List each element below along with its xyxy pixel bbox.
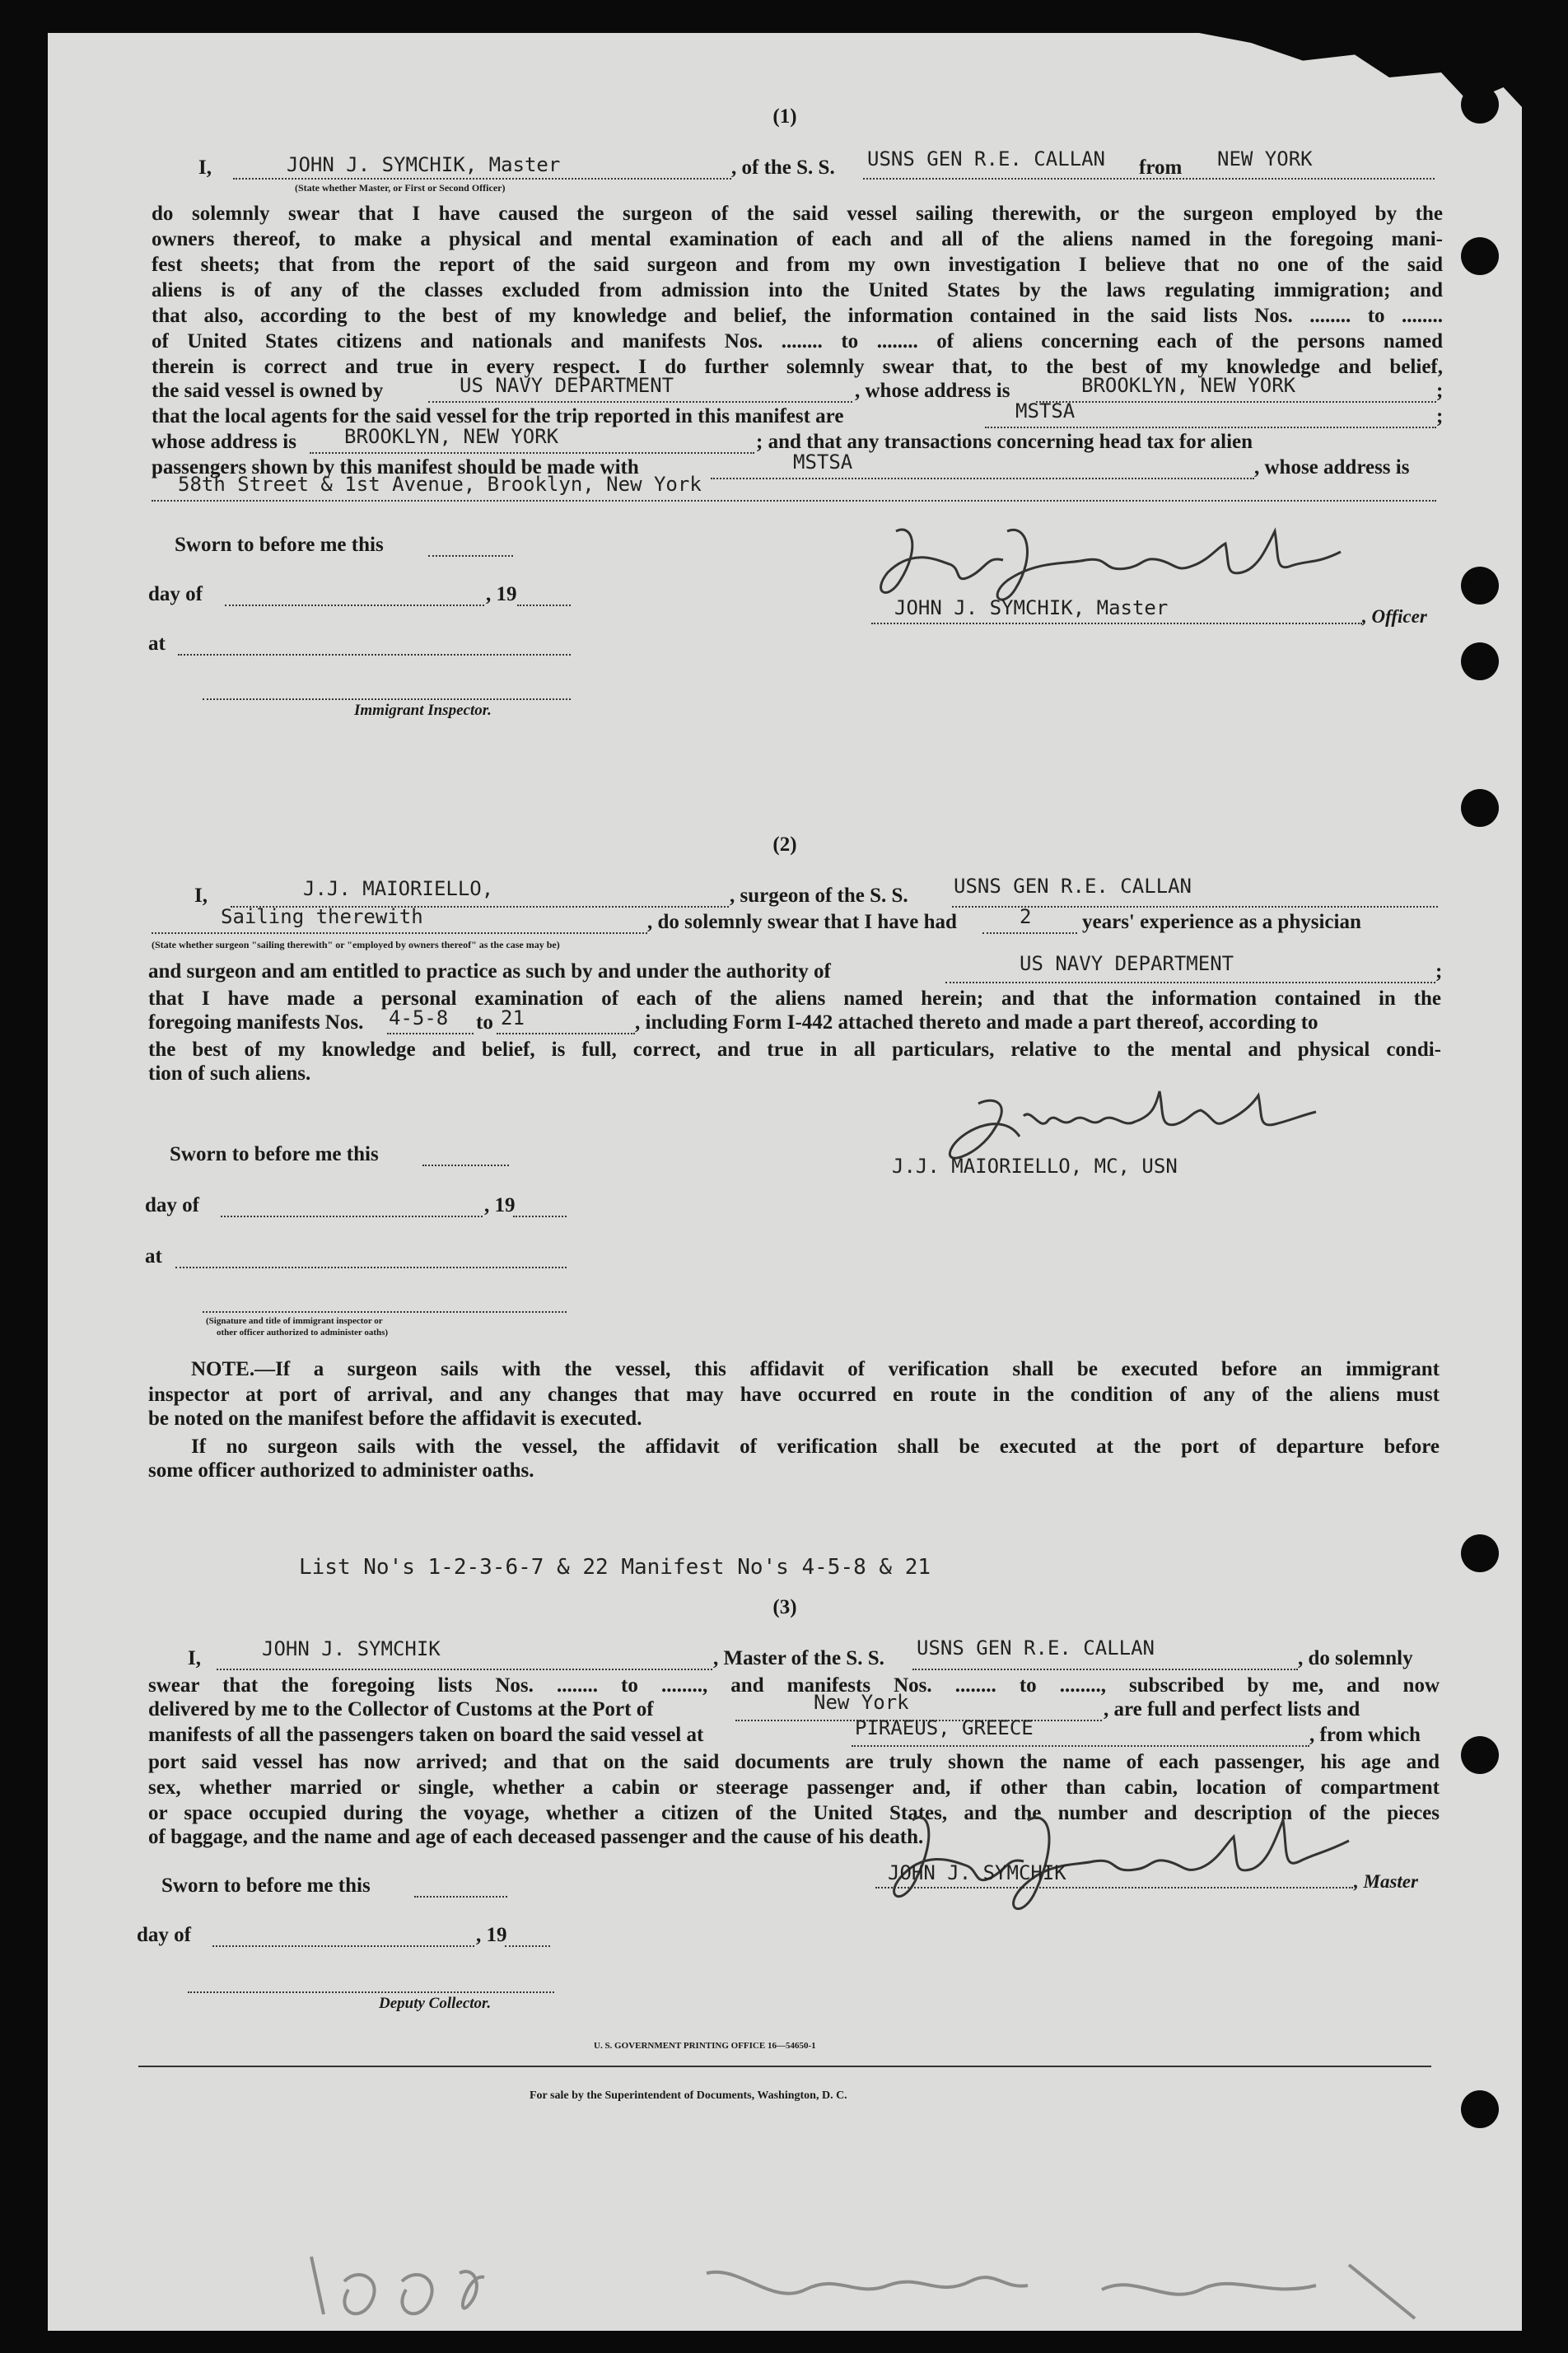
list-manifest-line: List No's 1-2-3-6-7 & 22 Manifest No's 4-5-8 & 21	[299, 1555, 931, 1580]
punch-hole	[1461, 642, 1499, 680]
s1-pass-address-line	[152, 500, 1436, 502]
s2-lead: I,	[194, 885, 208, 907]
s1-owner-address: BROOKLYN, NEW YORK	[1081, 374, 1296, 397]
s2-swear-text: , do solemnly swear that I have had	[647, 911, 957, 933]
s3-line-2: swear that the foregoing lists Nos. ........ to ........, and manifests Nos. ........ to ........, subscribed by me, and now	[148, 1674, 1440, 1697]
s1-pass-addr: , whose address is	[1254, 456, 1410, 479]
s3-solemnly: , do solemnly	[1298, 1647, 1413, 1669]
footer-rule	[138, 2066, 1431, 2067]
s3-sworn: Sworn to before me this	[161, 1874, 371, 1897]
s1-from: from	[1139, 156, 1183, 179]
s1-body-line-1: do solemnly swear that I have caused the surgeon of the said vessel sailing therewith, or the surgeon employed by the	[152, 203, 1443, 225]
punch-hole	[1461, 237, 1499, 275]
s1-vessel: USNS GEN R.E. CALLAN	[867, 147, 1105, 170]
for-sale-line: For sale by the Superintendent of Documents, Washington, D. C.	[530, 2089, 847, 2102]
s1-owned-lead: the said vessel is owned by	[152, 380, 384, 402]
s2-surgeon-of: , surgeon of the S. S.	[730, 885, 908, 907]
s1-whose-address: , whose address is	[855, 380, 1010, 402]
s1-owner: US NAVY DEPARTMENT	[460, 374, 674, 397]
punch-hole	[1461, 2090, 1499, 2128]
s3-body-line-4: of baggage, and the name and age of each deceased passenger and the cause of his death.	[148, 1826, 924, 1848]
punch-hole	[1461, 567, 1499, 605]
s1-day-of: day of	[148, 583, 203, 605]
s3-body-line-1: port said vessel has now arrived; and that on the said documents are truly shown the name of each passenger, his age and	[148, 1751, 1440, 1773]
s1-agents: MSTSA	[1015, 399, 1076, 423]
s2-manifest-to: 21	[501, 1006, 525, 1029]
s1-state-note: (State whether Master, or First or Second Officer)	[295, 182, 506, 194]
s2-day-of: day of	[145, 1194, 199, 1216]
manifest-affidavit-page: (1) I, JOHN J. SYMCHIK, Master (State whether Master, or First or Second Officer) , of the S. S. USNS GEN R.E. CALLAN from NEW YORK do solemnly swear that I have caused the surgeon of the said vessel sailing therewith, or the surgeon employed by the owners thereof, to make a physical and mental examination of each and all of the aliens named in the foregoing mani- fest sheets; that from the report of the said surgeon and from my own investigation I believe that no one of the said aliens is of any of the classes excluded from admission into the United States by the laws regulating immigration; and that also, according to the best of my knowledge and belief, the information contained in the said lists Nos. ........ to ........ of United States citizens and nationals and manifests Nos. ........ to ........ of aliens concerning each of the persons named therein is correct and true in every respect. I do further solemnly swear that, to the best of my knowledge and belief, the said vessel is owned by US NAVY DEPARTMENT , whose address is BROOKLYN, NEW YORK ; that the local agents for the said vessel for the trip reported in this manifest are MSTSA ; whose address is BROOKLYN, NEW YORK ; and that any transactions concerning head tax for alien passengers shown by this manifest should be made with MSTSA , whose address is 58th Street & 1st Avenue, Brooklyn, New York Sworn to before me this day of , 19 at Immigrant Inspector. JOHN J. SYMCHIK, Master , Officer (2) I, J.J. MAIORIELLO, , surgeon of the S. S. USNS GEN R.E. CALLAN Sailing therewith , do solemnly swear that I have had 2 years' experience as a physician (State whether surgeon "sailing therewith" or "employed by owners thereof" as the case may be) and surgeon and am entitled to practice as such by and under the authority of US NAVY DEPARTMENT ; that I have made a personal examination of each of the aliens named herein; and that the information contained in the foregoing manifests Nos. 4-5-8 to 21 , including Form I-442 attached thereto and made a part thereof, according to the best of my knowledge and belief, is full, correct, and true in all particulars, relative to the mental and physical condi- tion of such aliens. Sworn to before me this day of , 19 at (Signature and title of immigrant inspector or other officer authorized to administer oaths) J.J. MAIORIELLO, MC, USN NOTE.—If a surgeon sails with the vessel, this affidavit of verification shall be executed before an immigrant inspector at port of arrival, and any changes that may have occurred en route in the condition of any of the aliens must be noted on the manifest before the affidavit is executed. If no surgeon sails with the vessel, the affidavit of verification shall be executed at the port of departure before some officer authorized to administer oaths. List No's 1-2-3-6-7 & 22 Manifest No's 4-5-8 & 21 (3) I, JOHN J. SYMCHIK , Master of the S. S. USNS GEN R.E. CALLAN , do solemnly swear that the foregoing lists Nos. ........ to ........, and manifests Nos. ........ to ........, subscribed by me, and now delivered by me to the Collector of Customs at the Port of New York , are full and perfect lists and manifests of all the passengers taken on board the said vessel at PIRAEUS, GREECE , from which port said vessel has now arrived; and that on the said documents are truly shown the name of each passenger, his age and sex, whether married or single, whether a cabin or steerage passenger and, if other than cabin, location of compartment or space occupied during the voyage, whether a citizen of the United States, and the number and description of the pieces of baggage, and the name and age of each deceased passenger and the cause of his death. Sworn to before me this day of , 19 Deputy Collector. JOHN J. SYMCHIK , Master U. S. GOVERNMENT PRINTING OFFICE 16—54650-1 For sale by the Superintendent of Documents, Washington, D. C.	[48, 33, 1522, 2331]
section-3-number: (3)	[772, 1596, 797, 1618]
s1-master-name: JOHN J. SYMCHIK, Master	[287, 153, 561, 176]
s2-manifest-lead: foregoing manifests Nos.	[148, 1011, 364, 1034]
s2-note2-line-1: If no surgeon sails with the vessel, the affidavit of verification shall be executed at the port of departure before	[191, 1436, 1440, 1458]
s2-vessel: USNS GEN R.E. CALLAN	[954, 875, 1192, 898]
s1-pass-address: 58th Street & 1st Avenue, Brooklyn, New York	[178, 473, 702, 496]
s3-master-caption: , Master	[1354, 1871, 1418, 1892]
s1-body-line-2: owners thereof, to make a physical and mental examination of each and all of the aliens named in the foregoing mani-	[152, 228, 1443, 250]
s3-from-which: , from which	[1309, 1724, 1421, 1746]
s1-body-line-4: aliens is of any of the classes excluded from admission into the United States by the laws regulating immigration; and	[152, 279, 1443, 301]
s2-year: , 19	[484, 1194, 516, 1216]
print-office-line: U. S. GOVERNMENT PRINTING OFFICE 16—54650-1	[594, 2041, 816, 2051]
s1-inspector-caption: Immigrant Inspector.	[354, 702, 492, 719]
s2-authority-lead: and surgeon and am entitled to practice as such by and under the authority of	[148, 960, 831, 983]
s3-body-line-3: or space occupied during the voyage, whether a citizen of the United States, and the number and description of the pieces	[148, 1802, 1440, 1824]
s1-owner-address-line	[1036, 401, 1436, 403]
s2-sig-caption-2: other officer authorized to administer oaths)	[217, 1328, 389, 1338]
s3-year: , 19	[476, 1924, 507, 1946]
s3-delivered-lead: delivered by me to the Collector of Customs at the Port of	[148, 1698, 654, 1720]
s1-of-ss: , of the S. S.	[731, 156, 835, 179]
s1-agent-address-line	[310, 452, 754, 454]
s2-sworn: Sworn to before me this	[170, 1143, 379, 1165]
s1-master-line	[233, 178, 731, 180]
s2-surgeon-typed: J.J. MAIORIELLO, MC, USN	[892, 1155, 1178, 1178]
s1-body-line-5: that also, according to the best of my knowledge and belief, the information contained in the said lists Nos. ........ to ........	[152, 305, 1443, 327]
s1-body-line-3: fest sheets; that from the report of the said surgeon and from my own investigation I believe that no one of the said	[152, 254, 1443, 276]
s1-body-line-6: of United States citizens and nationals and manifests Nos. ........ to ........ of aliens concerning each of the persons named	[152, 330, 1443, 352]
s2-body-line-3: the best of my knowledge and belief, is full, correct, and true in all particulars, relative to the mental and physical condi-	[148, 1039, 1441, 1061]
section-1-number: (1)	[772, 105, 797, 128]
s1-vessel-line	[863, 178, 1184, 180]
s2-note-line-1: NOTE.—If a surgeon sails with the vessel, this affidavit of verification shall be executed before an immigrant	[191, 1358, 1440, 1380]
punch-hole	[1461, 1534, 1499, 1572]
s2-surgeon-name: J.J. MAIORIELLO,	[303, 877, 494, 900]
s3-vessel: USNS GEN R.E. CALLAN	[917, 1636, 1155, 1660]
s3-lead: I,	[188, 1647, 201, 1669]
s1-agent-addr-lead: whose address is	[152, 431, 296, 453]
s1-at: at	[148, 633, 166, 655]
s2-body-line-1: that I have made a personal examination of each of the aliens named herein; and that the information contained in the	[148, 987, 1441, 1010]
s1-officer-typed: JOHN J. SYMCHIK, Master	[894, 596, 1169, 619]
s3-manifests-lead: manifests of all the passengers taken on board the said vessel at	[148, 1724, 704, 1746]
s3-full-text: , are full and perfect lists and	[1104, 1698, 1360, 1720]
s2-note2-line-2: some officer authorized to administer oaths.	[148, 1459, 534, 1482]
s1-from-port: NEW YORK	[1217, 147, 1313, 170]
s2-note-line-2: inspector at port of arrival, and any changes that may have occurred en route in the condition of any of the aliens must	[148, 1384, 1440, 1406]
s1-pass-with-line	[711, 478, 1254, 479]
s1-lead: I,	[198, 156, 212, 179]
s3-port: New York	[814, 1691, 909, 1714]
s3-collector-caption: Deputy Collector.	[379, 1995, 492, 2012]
s2-at: at	[145, 1245, 162, 1268]
s2-manifest-from: 4-5-8	[389, 1006, 449, 1029]
s2-sig-caption-1: (Signature and title of immigrant inspector or	[206, 1316, 383, 1326]
s1-agents-line	[985, 427, 1436, 428]
s2-note-line-3: be noted on the manifest before the affidavit is executed.	[148, 1408, 642, 1430]
s2-manifest-to-word: to	[476, 1011, 493, 1034]
punch-hole	[1461, 1736, 1499, 1774]
s1-agent-address: BROOKLYN, NEW YORK	[344, 425, 559, 448]
s2-form-text: , including Form I-442 attached thereto and made a part thereof, according to	[635, 1011, 1318, 1034]
s1-headtax-text: ; and that any transactions concerning head tax for alien	[756, 431, 1253, 453]
s3-master-typed: JOHN J. SYMCHIK	[888, 1861, 1066, 1884]
s2-authority: US NAVY DEPARTMENT	[1020, 952, 1234, 975]
s1-body-line-7: therein is correct and true in every respect. I do further solemnly swear that, to the best of my knowledge and belief,	[152, 356, 1443, 378]
s2-years: 2	[1020, 905, 1032, 928]
handwritten-annotation	[278, 2240, 1514, 2331]
s1-agents-lead: that the local agents for the said vessel for the trip reported in this manifest are	[152, 405, 844, 427]
s1-pass-lead: passengers shown by this manifest should be made with	[152, 456, 639, 479]
s2-state-note: (State whether surgeon "sailing therewith" or "employed by owners thereof" as the case may be)	[152, 939, 560, 950]
s1-from-line	[1186, 178, 1435, 180]
s1-sworn: Sworn to before me this	[175, 534, 384, 556]
s2-body-line-4: tion of such aliens.	[148, 1062, 311, 1085]
s3-master-of: , Master of the S. S.	[713, 1647, 884, 1669]
s2-years-text: years' experience as a physician	[1082, 911, 1361, 933]
s3-taken-at: PIRAEUS, GREECE	[855, 1716, 1034, 1739]
s1-pass-with: MSTSA	[793, 451, 853, 474]
s3-body-line-2: sex, whether married or single, whether a cabin or steerage passenger and, if other than cabin, location of compartment	[148, 1776, 1440, 1799]
s2-sailing: Sailing therewith	[221, 905, 423, 928]
s1-owner-line	[428, 401, 852, 403]
s3-master-name: JOHN J. SYMCHIK	[262, 1637, 441, 1660]
section-2-number: (2)	[772, 833, 797, 856]
punch-hole	[1461, 789, 1499, 827]
s3-day-of: day of	[137, 1924, 191, 1946]
s1-officer-caption: , Officer	[1362, 606, 1427, 627]
s1-year: , 19	[486, 583, 517, 605]
